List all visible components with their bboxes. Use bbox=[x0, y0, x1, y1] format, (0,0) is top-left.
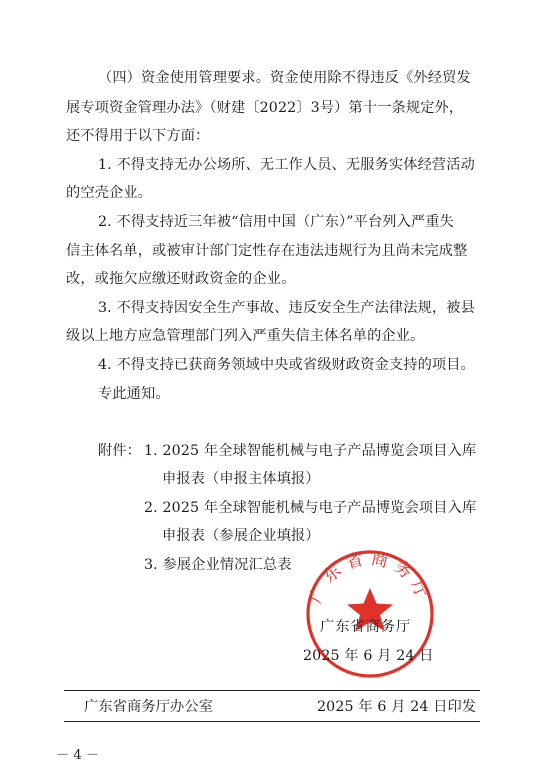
footer-top-rule bbox=[64, 690, 480, 691]
footer-office: 广东省商务厅办公室 bbox=[84, 699, 214, 715]
paragraph-line: 还不得用于以下方面： bbox=[66, 128, 210, 144]
paragraph-line: 4. 不得支持已获商务领域中央或省级财政资金支持的项目。 bbox=[98, 357, 475, 373]
footer-print-date: 2025 年 6 月 24 日印发 bbox=[317, 699, 477, 715]
paragraph-line: 展专项资金管理办法》（财建〔2022〕3号）第十一条规定外， bbox=[66, 100, 464, 116]
paragraph-line: （四）资金使用管理要求。资金使用除不得违反《外经贸发 bbox=[98, 70, 471, 86]
paragraph-line: 的空壳企业。 bbox=[66, 185, 153, 201]
paragraph-line: 2. 不得支持近三年被“信用中国（广东）”平台列入严重失 bbox=[98, 214, 454, 230]
footer-bottom-rule bbox=[64, 721, 480, 722]
issuer-signature: 广东省商务厅 bbox=[320, 619, 412, 635]
paragraph-line: 改，或拖欠应缴还财政资金的企业。 bbox=[66, 271, 296, 287]
attachment-item: 2. 2025 年全球智能机械与电子产品博览会项目入库 bbox=[144, 500, 477, 516]
attachment-item: 3. 参展企业情况汇总表 bbox=[144, 557, 292, 573]
attachment-item: 1. 2025 年全球智能机械与电子产品博览会项目入库 bbox=[144, 443, 477, 459]
attachments-label: 附件： bbox=[98, 443, 142, 459]
seal-arc-text: 广东省商务厅 bbox=[305, 548, 435, 607]
paragraph-line: 信主体名单，或被审计部门定性存在违法违规行为且尚未完成整 bbox=[66, 243, 468, 259]
paragraph-line: 1. 不得支持无办公场所、无工作人员、无服务实体经营活动 bbox=[98, 157, 475, 173]
attachment-item: 申报表（参展企业填报） bbox=[162, 528, 320, 544]
signature-date: 2025 年 6 月 24 日 bbox=[303, 648, 434, 664]
page-number: － 4 － bbox=[56, 748, 100, 763]
closing-line: 专此通知。 bbox=[98, 386, 170, 402]
paragraph-line: 3. 不得支持因安全生产事故、违反安全生产法律法规，被县 bbox=[98, 300, 475, 316]
paragraph-line: 级以上地方应急管理部门列入严重失信主体名单的企业。 bbox=[66, 328, 425, 344]
attachment-item: 申报表（申报主体填报） bbox=[162, 471, 320, 487]
